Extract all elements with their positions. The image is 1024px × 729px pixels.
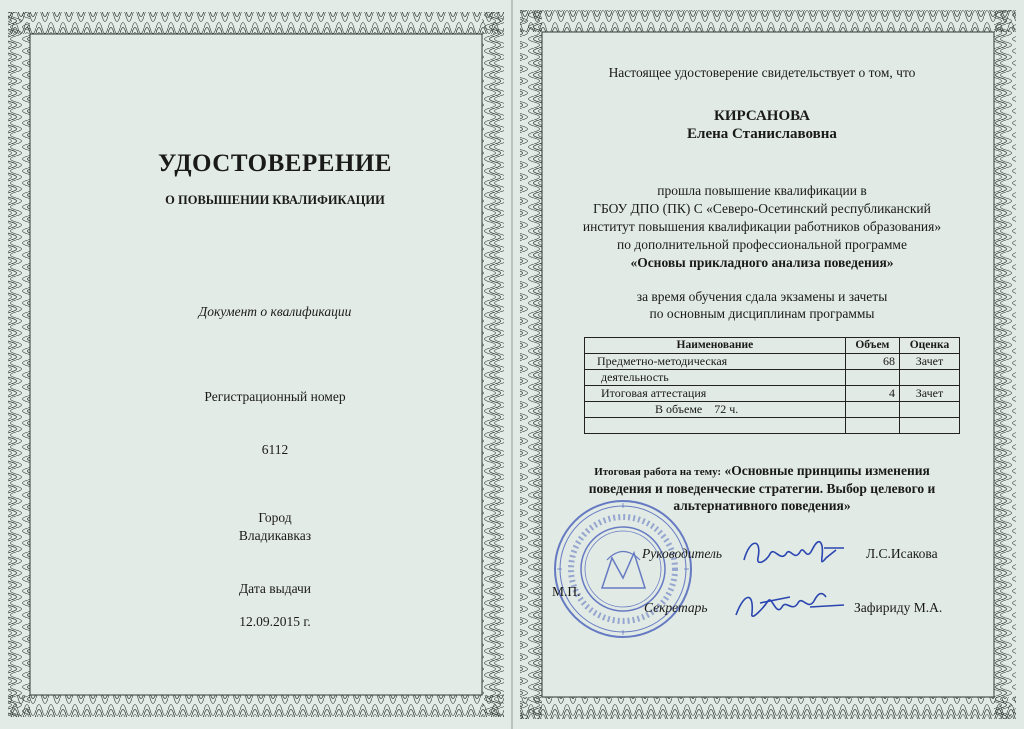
table-cell: деятельность [585, 370, 846, 386]
right-page [512, 0, 1024, 729]
table-row [585, 386, 960, 402]
issue-date: 12.09.2015 г. [239, 614, 311, 629]
body-line: институт повышения квалификации работников образования» [582, 219, 942, 234]
city-value: Владикавказ [238, 528, 312, 543]
table-row [585, 370, 960, 386]
table-cell: Зачет [899, 354, 959, 370]
column-header: Оценка [899, 338, 959, 354]
city-label: Город [258, 510, 292, 525]
reg-number-label: Регистрационный номер [204, 389, 346, 404]
secretary-signature [730, 583, 850, 627]
table-cell: 68 [845, 354, 899, 370]
table-cell [845, 370, 899, 386]
body-line: по дополнительной профессиональной программе [617, 237, 907, 252]
disciplines-table [584, 337, 960, 434]
program-title: «Основы прикладного анализа поведения» [630, 255, 894, 270]
column-header: Объем [845, 338, 899, 354]
column-header: Наименование [585, 338, 846, 354]
stamp-mark-label: М.П. [552, 584, 581, 599]
certificate-title: УДОСТОВЕРЕНИЕ [158, 150, 392, 177]
table-header-row [585, 338, 960, 354]
final-work-line: «Основные принципы изменения [724, 463, 930, 478]
head-role: Руководитель [642, 546, 723, 561]
table-cell: Итоговая аттестация [585, 386, 846, 402]
table-row [585, 418, 960, 434]
final-work-lead: Итоговая работа на тему: [594, 466, 722, 478]
table-cell [845, 402, 899, 418]
table-cell: Предметно-методическая [585, 354, 846, 370]
head-signature [740, 532, 850, 572]
holder-surname: КИРСАНОВА [713, 108, 811, 124]
final-work-theme [512, 463, 1012, 479]
exam-line: за время обучения сдала экзамены и зачеты [636, 289, 888, 304]
holder-given-names: Елена Станиславовна [687, 126, 837, 142]
body-line: ГБОУ ДПО (ПК) С «Северо-Осетинский республиканский [593, 201, 931, 216]
body-line: прошла повышение квалификации в [657, 183, 867, 198]
document-kind: Документ о квалификации [198, 304, 352, 319]
official-stamp [552, 498, 694, 640]
final-work-line: альтернативного поведения» [673, 498, 851, 513]
table-row [585, 402, 960, 418]
issue-date-label: Дата выдачи [238, 581, 312, 596]
reg-number: 6112 [261, 442, 289, 457]
table-cell [899, 370, 959, 386]
secretary-role: Секретарь [644, 600, 708, 615]
table-cell: В объеме 72 ч. [585, 402, 846, 418]
table-cell [899, 418, 959, 434]
table-row [585, 354, 960, 370]
table-cell: Зачет [899, 386, 959, 402]
table-cell [845, 418, 899, 434]
certificate-subtitle: О ПОВЫШЕНИИ КВАЛИФИКАЦИИ [165, 193, 385, 207]
table-cell [899, 402, 959, 418]
head-name: Л.С.Исакова [866, 546, 938, 561]
table-cell [585, 418, 846, 434]
intro-text: Настоящее удостоверение свидетельствует о том, что [608, 65, 916, 80]
table-cell: 4 [845, 386, 899, 402]
exam-line: по основным дисциплинам программы [649, 306, 875, 321]
final-work-line: поведения и поведенческие стратегии. Выбор целевого и [588, 481, 936, 496]
secretary-name: Зафириду М.А. [854, 600, 943, 615]
